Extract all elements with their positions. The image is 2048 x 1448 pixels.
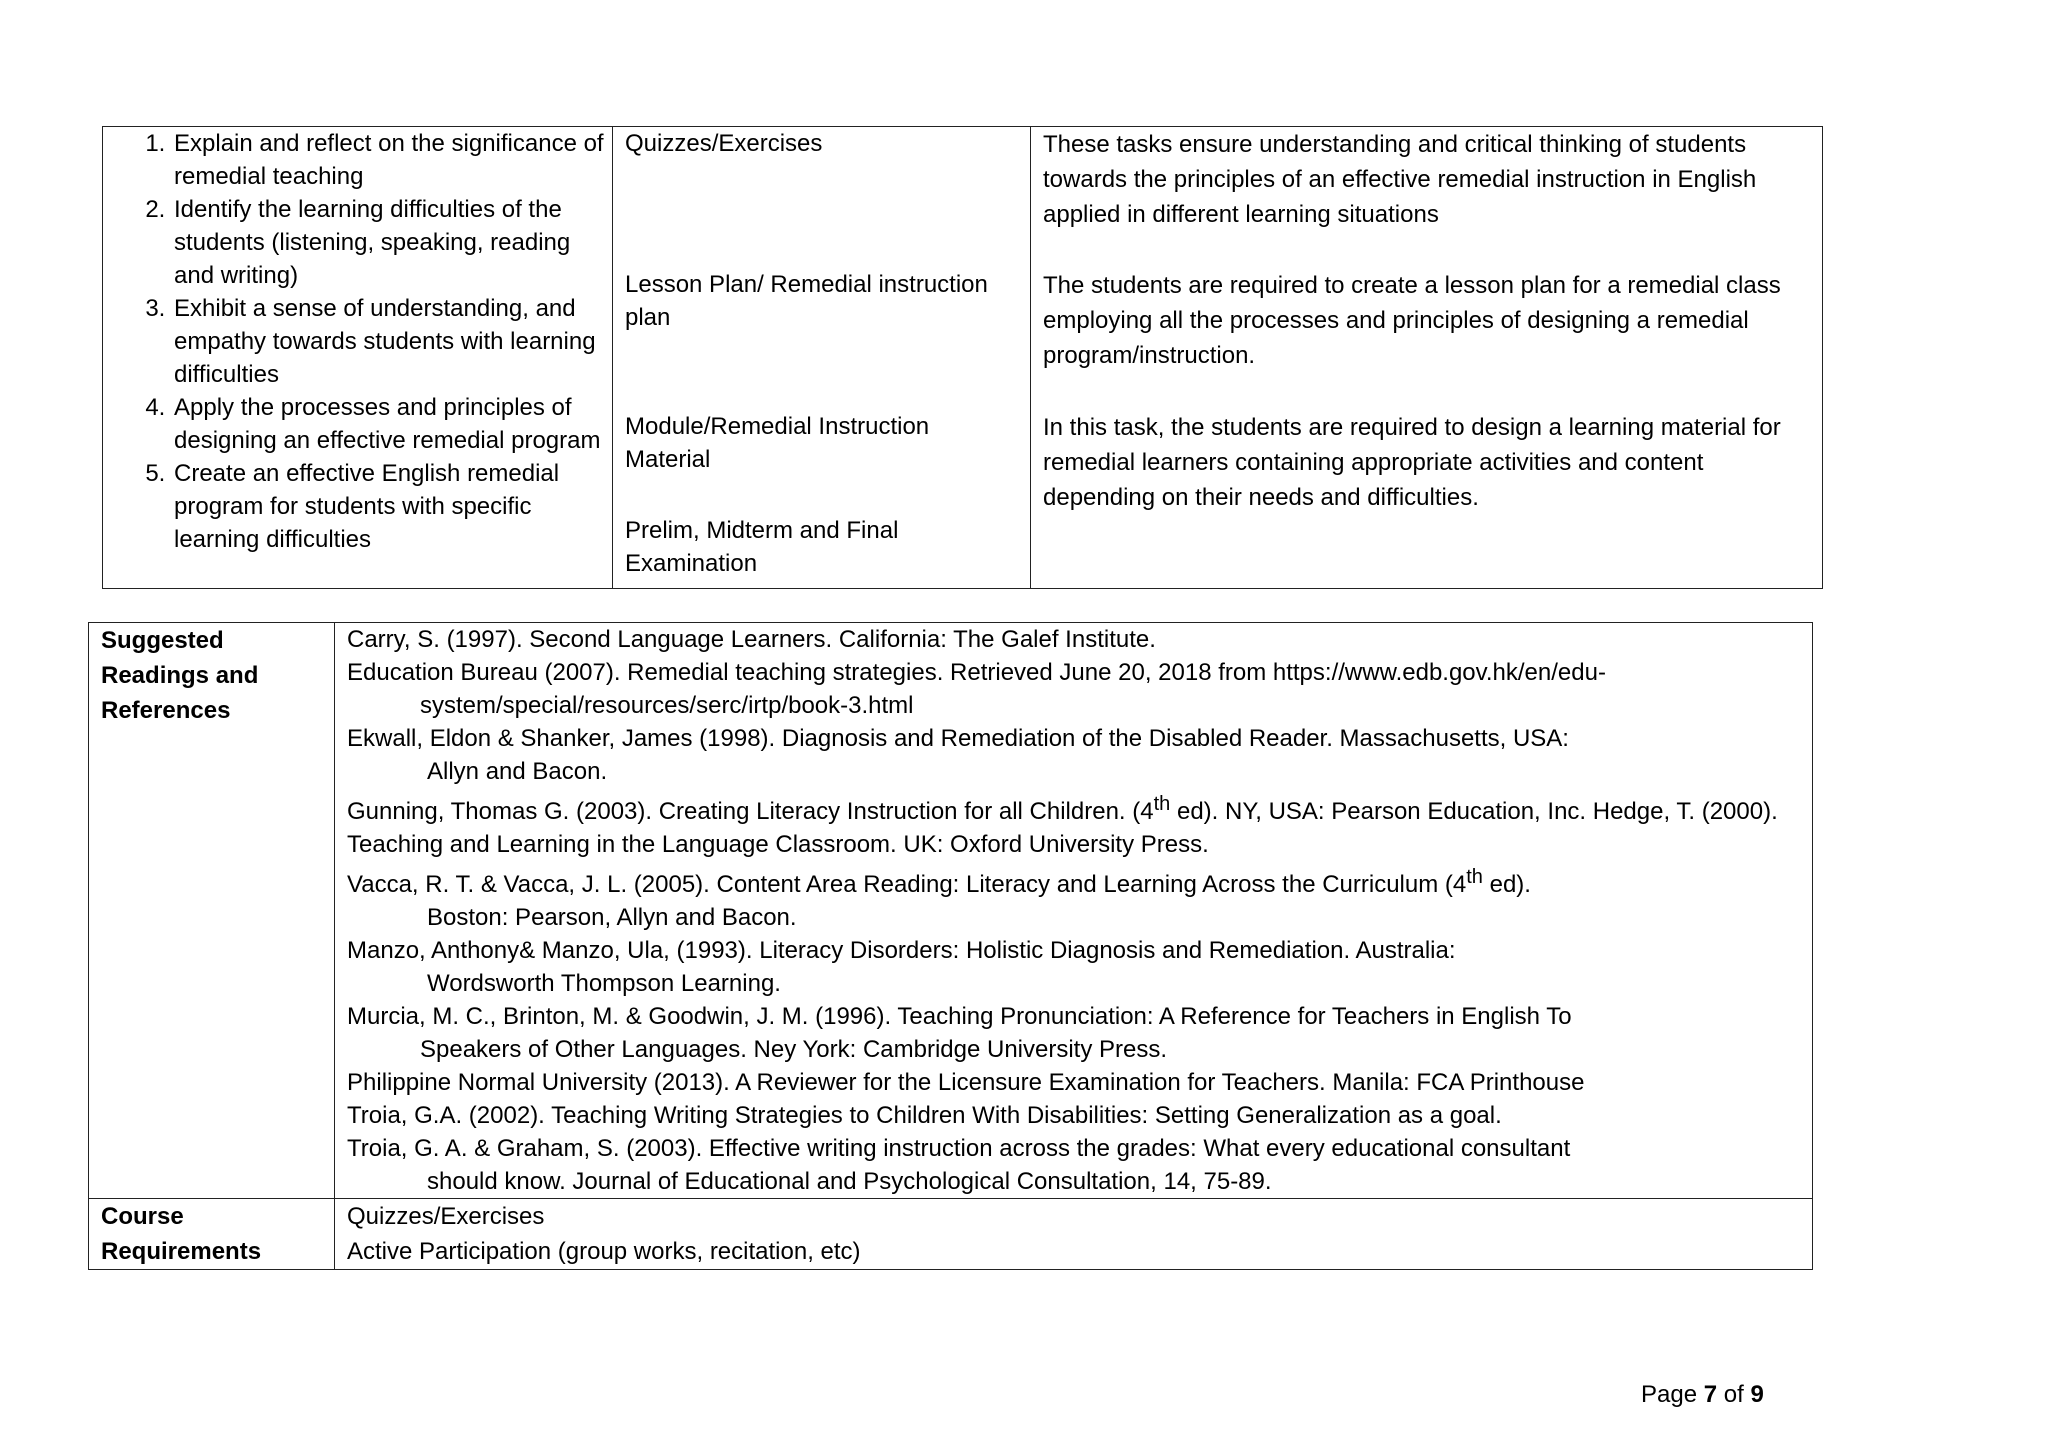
learning-outcomes-table bbox=[102, 126, 1823, 589]
list-item: Quizzes/Exercises bbox=[347, 1203, 545, 1230]
assessment-cell bbox=[613, 127, 1031, 589]
references-table bbox=[88, 622, 1813, 1270]
description-item: The students are required to create a lesson plan for a remedial class employing all the processes and principles of designing a remedial program/instruction. bbox=[1043, 272, 1781, 369]
assessment-item: Module/Remedial Instruction Material bbox=[625, 413, 930, 473]
requirements-list bbox=[335, 1199, 1813, 1270]
description-item: In this task, the students are required to design a learning material for remedial learners containing appropriate activities and content depending on their needs and difficulties. bbox=[1043, 414, 1781, 511]
requirements-label: Course Requirements bbox=[89, 1199, 335, 1270]
reference-item: Troia, G. A. & Graham, S. (2003). Effective writing instruction across the grades: What every educational consultant should know. Journal of Educational and Psychological Consultation, 14, 75-89. bbox=[347, 1135, 1571, 1195]
references-list bbox=[335, 623, 1813, 1199]
assessment-item: Quizzes/Exercises bbox=[625, 130, 823, 157]
reference-item: Murcia, M. C., Brinton, M. & Goodwin, J. M. (1996). Teaching Pronunciation: A Reference for Teachers in English To Speakers of Other Languages. Ney York: Cambridge University Press. bbox=[347, 1003, 1572, 1063]
references-label: Suggested Readings and References bbox=[89, 623, 335, 1199]
list-item: 5. Create an effective English remedial program for students with specific learning difficulties bbox=[172, 457, 612, 556]
outcomes-list bbox=[103, 127, 612, 556]
reference-item: Carry, S. (1997). Second Language Learners. California: The Galef Institute. bbox=[347, 626, 1156, 653]
reference-item: Gunning, Thomas G. (2003). Creating Literacy Instruction for all Children. (4th ed). NY, USA: Pearson Education, Inc. Hedge, T. (2000). Teaching and Learning in the Language Classroom. UK: Oxford University Press. bbox=[347, 793, 1778, 858]
reference-item: Troia, G.A. (2002). Teaching Writing Strategies to Children With Disabilities: Setting Generalization as a goal. bbox=[347, 1102, 1502, 1129]
table-row bbox=[89, 623, 1813, 1199]
list-item: Active Participation (group works, recitation, etc) bbox=[347, 1238, 861, 1265]
reference-item: Education Bureau (2007). Remedial teaching strategies. Retrieved June 20, 2018 from https://www.edb.gov.hk/en/edu- system/special/resources/serc/irtp/book-3.html bbox=[347, 659, 1606, 719]
reference-item: Philippine Normal University (2013). A Reviewer for the Licensure Examination for Teachers. Manila: FCA Printhouse bbox=[347, 1069, 1585, 1096]
list-item: 1. Explain and reflect on the significance of remedial teaching bbox=[172, 127, 612, 193]
reference-item: Vacca, R. T. & Vacca, J. L. (2005). Content Area Reading: Literacy and Learning Across the Curriculum (4th ed). Boston: Pearson, Allyn and Bacon. bbox=[347, 866, 1531, 931]
reference-item: Manzo, Anthony& Manzo, Ula, (1993). Literacy Disorders: Holistic Diagnosis and Remediation. Australia: Wordsworth Thompson Learning. bbox=[347, 937, 1456, 997]
assessment-item: Lesson Plan/ Remedial instruction plan bbox=[625, 271, 988, 331]
table-row bbox=[103, 127, 1823, 589]
list-item: 2. Identify the learning difficulties of the students (listening, speaking, reading and writing) bbox=[172, 193, 612, 292]
reference-item: Ekwall, Eldon & Shanker, James (1998). Diagnosis and Remediation of the Disabled Reader. Massachusetts, USA: Allyn and Bacon. bbox=[347, 725, 1569, 785]
description-cell bbox=[1031, 127, 1823, 589]
list-item: 3. Exhibit a sense of understanding, and empathy towards students with learning difficulties bbox=[172, 292, 612, 391]
list-item: 4. Apply the processes and principles of designing an effective remedial program bbox=[172, 391, 612, 457]
outcomes-cell bbox=[103, 127, 613, 589]
assessment-item: Prelim, Midterm and Final Examination bbox=[625, 517, 899, 577]
description-item: These tasks ensure understanding and critical thinking of students towards the principles of an effective remedial instruction in English applied in different learning situations bbox=[1043, 131, 1757, 228]
table-row bbox=[89, 1199, 1813, 1270]
page-number: Page 7 of 9 bbox=[1641, 1381, 1764, 1408]
